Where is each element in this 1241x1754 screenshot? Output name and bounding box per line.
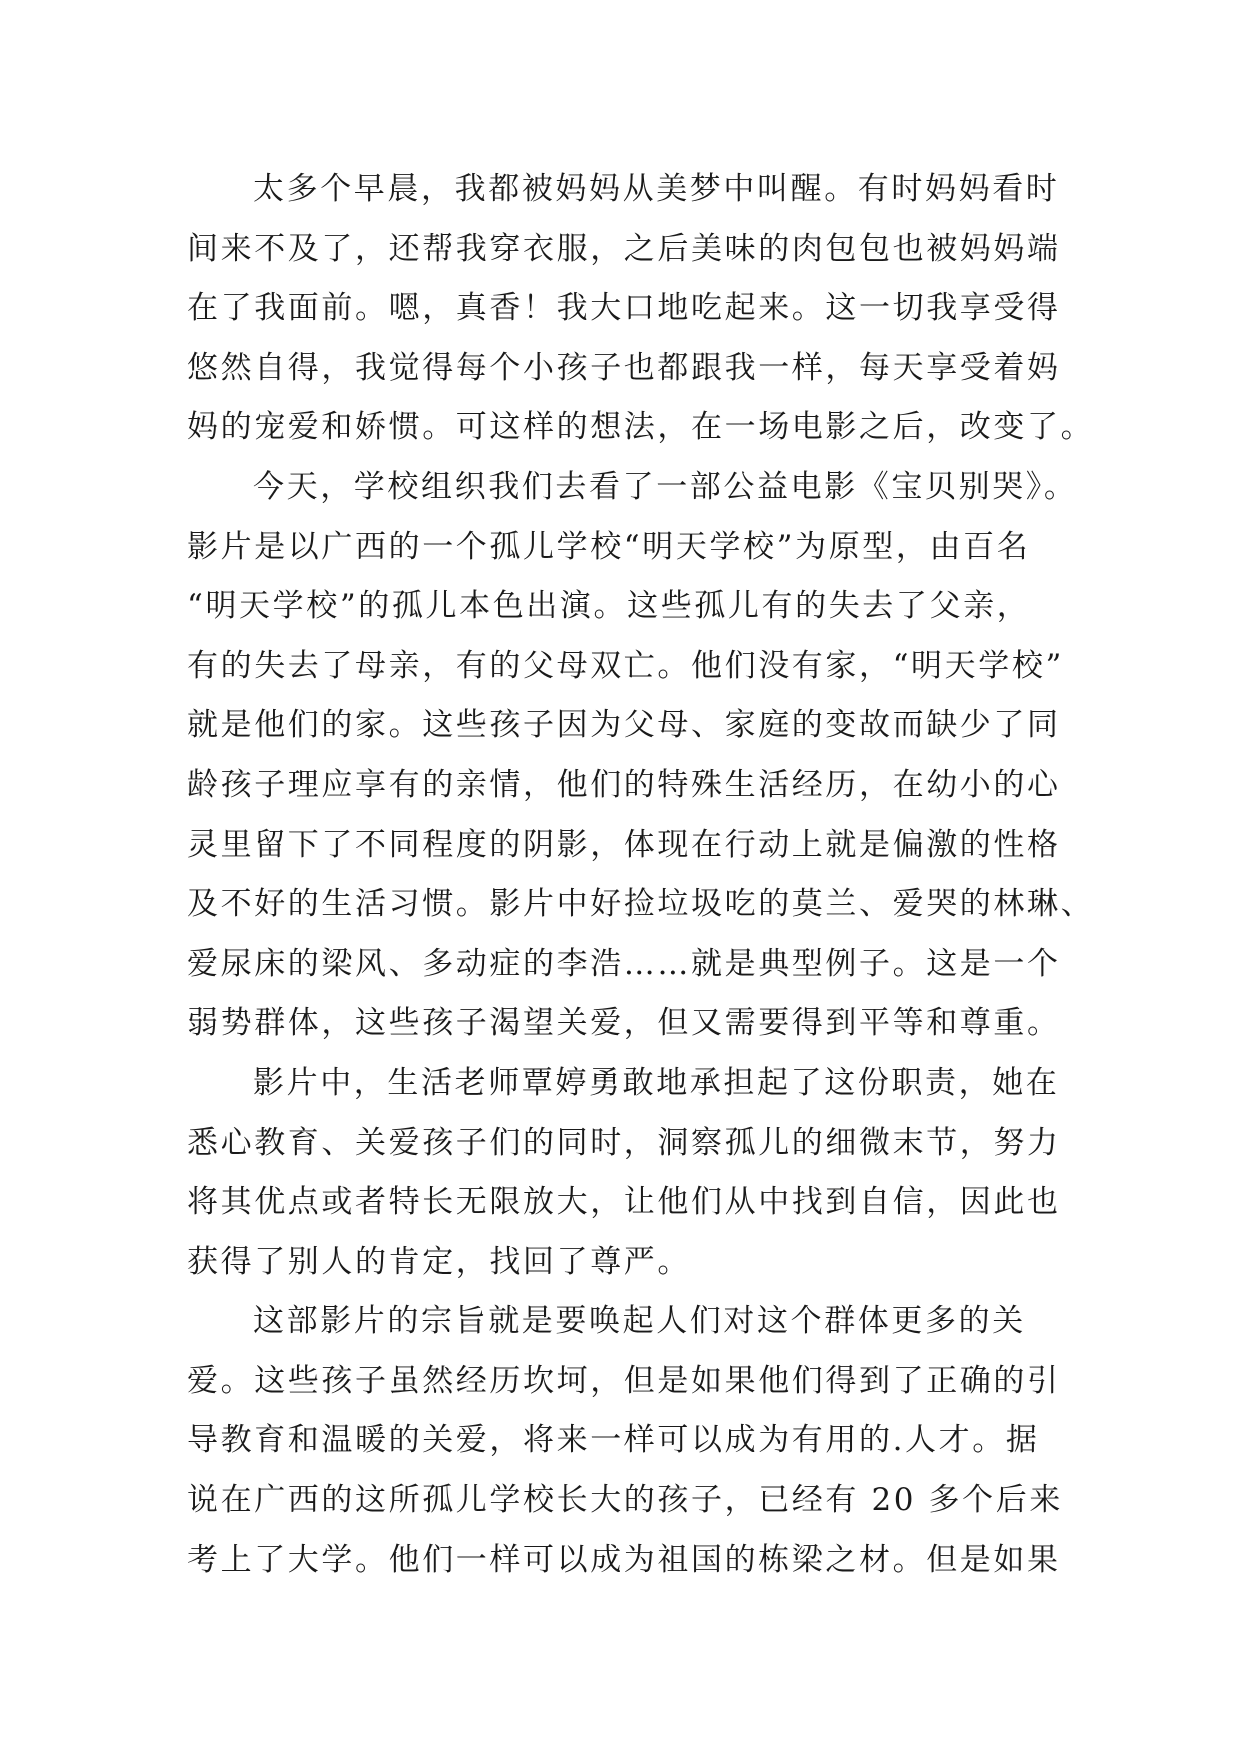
text-line: 弱势群体，这些孩子渴望关爱，但又需要得到平等和尊重。 <box>187 1005 1061 1042</box>
text-line: 在了我面前。嗯，真香！我大口地吃起来。这一切我享受得 <box>187 290 1061 327</box>
text-line: 获得了别人的肯定，找回了尊严。 <box>187 1243 691 1280</box>
text-line: 说在广西的这所孤儿学校长大的孩子，已经有 20 多个后来 <box>187 1482 1063 1519</box>
text-line: 导教育和温暖的关爱，将来一样可以成为有用的.人才。据 <box>187 1422 1040 1459</box>
text-line: “明天学校”的孤儿本色出演。这些孤儿有的失去了父亲， <box>187 588 1031 625</box>
text-line: 悠然自得，我觉得每个小孩子也都跟我一样，每天享受着妈 <box>187 349 1061 386</box>
text-line: 爱尿床的梁风、多动症的李浩……就是典型例子。这是一个 <box>187 945 1061 982</box>
text-line: 有的失去了母亲，有的父母双亡。他们没有家，“明天学校” <box>187 647 1064 684</box>
text-line: 妈的宠爱和娇惯。可这样的想法，在一场电影之后，改变了。 <box>187 409 1095 446</box>
text-line: 太多个早晨，我都被妈妈从美梦中叫醒。有时妈妈看时 <box>253 171 1060 207</box>
text-line: 将其优点或者特长无限放大，让他们从中找到自信，因此也 <box>187 1184 1061 1221</box>
text-line: 爱。这些孩子虽然经历坎坷，但是如果他们得到了正确的引 <box>187 1362 1061 1399</box>
text-line: 灵里留下了不同程度的阴影，体现在行动上就是偏激的性格 <box>187 826 1061 863</box>
text-line: 影片中，生活老师覃婷勇敢地承担起了这份职责，她在 <box>253 1064 1060 1101</box>
body-text <box>187 160 1095 1590</box>
text-line: 这部影片的宗旨就是要唤起人们对这个群体更多的关 <box>253 1303 1026 1340</box>
text-line: 影片是以广西的一个孤儿学校“明天学校”为原型，由百名 <box>187 528 1031 565</box>
text-line: 考上了大学。他们一样可以成为祖国的栋梁之材。但是如果 <box>187 1541 1061 1578</box>
text-line: 就是他们的家。这些孩子因为父母、家庭的变故而缺少了同 <box>187 707 1061 744</box>
text-line: 龄孩子理应享有的亲情，他们的特殊生活经历，在幼小的心 <box>187 766 1061 803</box>
text-line: 悉心教育、关爱孩子们的同时，洞察孤儿的细微末节，努力 <box>187 1124 1061 1161</box>
text-line: 间来不及了，还帮我穿衣服，之后美味的肉包包也被妈妈端 <box>187 230 1061 267</box>
text-line: 及不好的生活习惯。影片中好捡垃圾吃的莫兰、爱哭的林琳、 <box>187 886 1095 923</box>
text-line: 今天，学校组织我们去看了一部公益电影《宝贝别哭》。 <box>253 468 1078 505</box>
